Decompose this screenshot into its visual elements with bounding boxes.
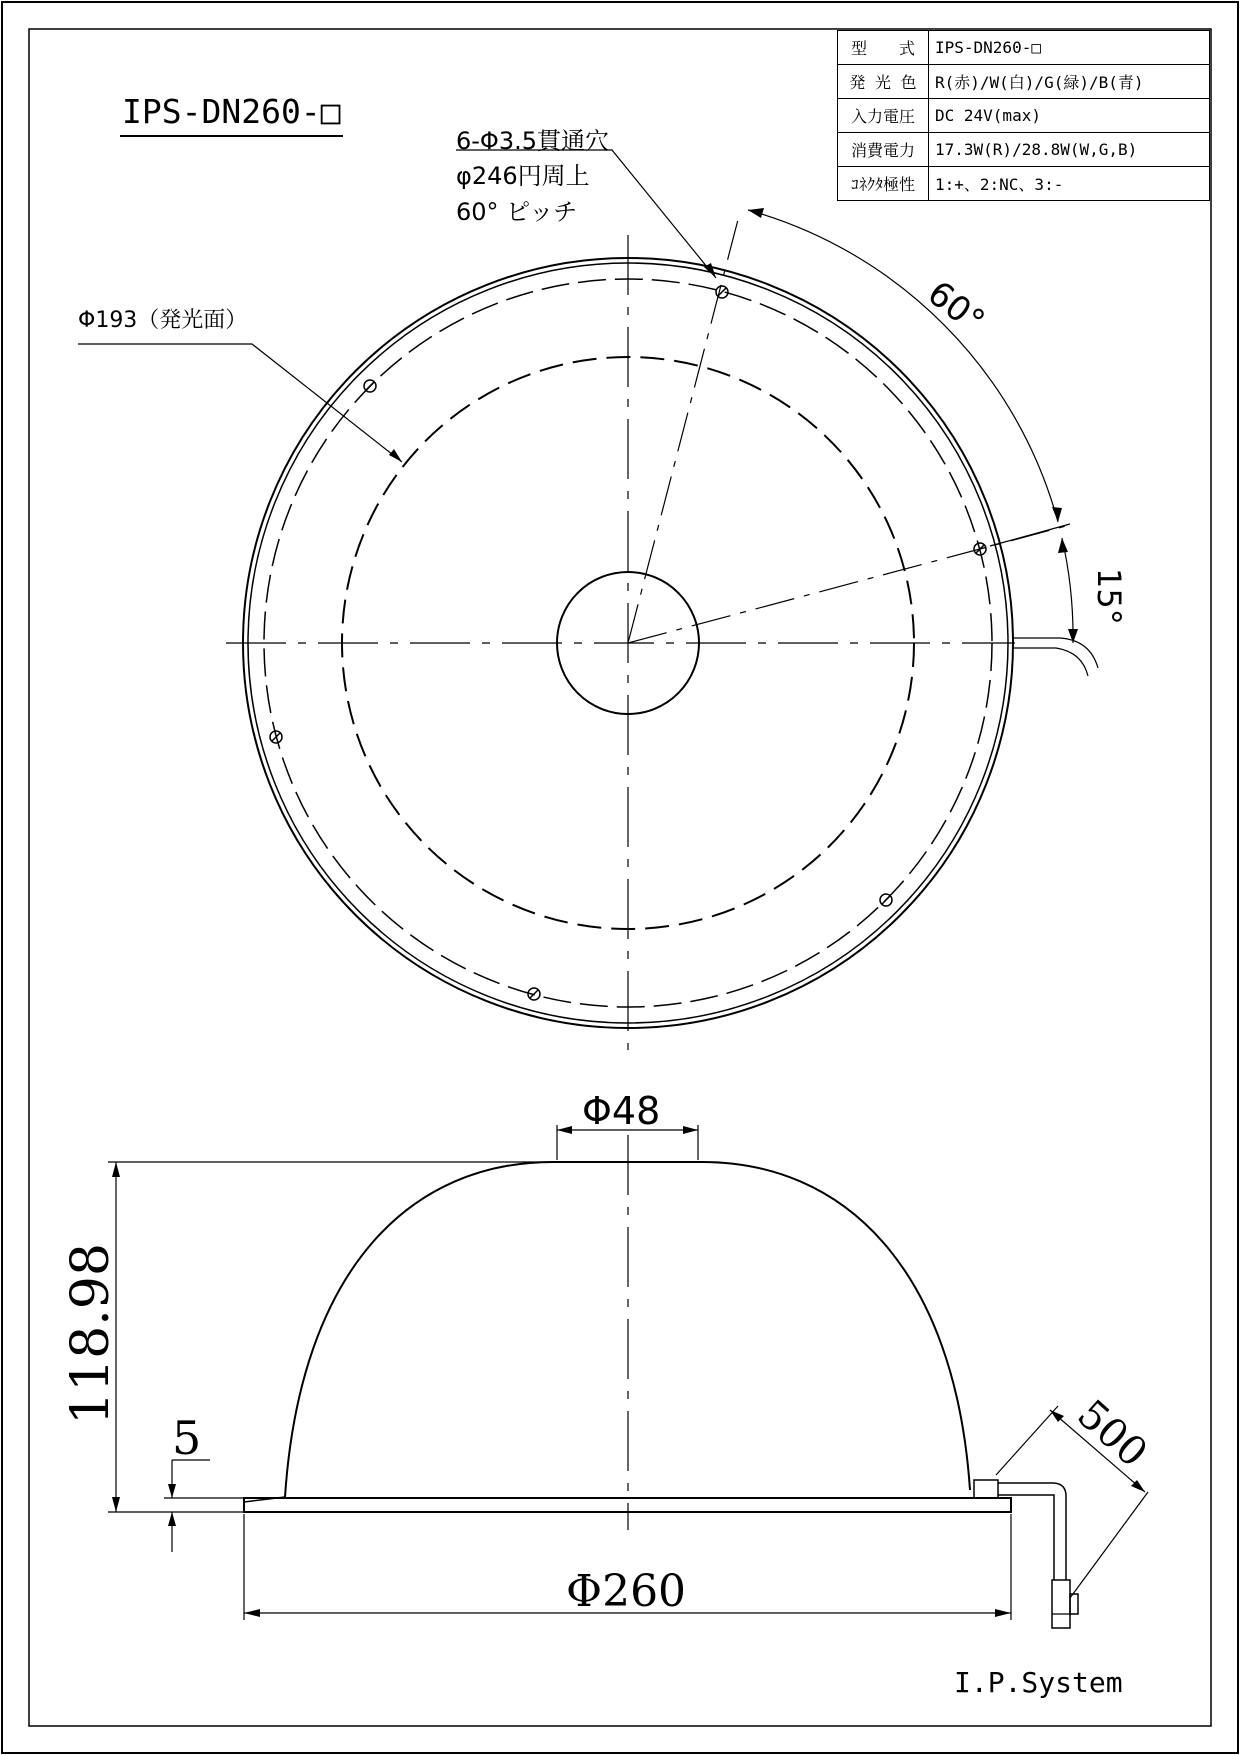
connector-housing [1052,1580,1070,1628]
spec-value: 17.3W(R)/28.8W(W,G,B) [929,133,1210,167]
cable-length-label: 500 [1068,1391,1156,1477]
spec-label: 消費電力 [838,133,929,167]
arrowhead [168,1484,176,1498]
hole-note-line-3: 60° ピッチ [456,198,578,226]
hole-note-line-2: φ246円周上 [456,162,590,190]
arrowhead [557,1126,572,1134]
spec-row [838,65,1210,99]
spec-row [838,167,1210,201]
radial-line-hole-1 [628,212,740,643]
spec-table [837,30,1210,201]
dim-500-ext-top [996,1406,1058,1475]
mounting-hole [364,380,376,392]
outer-diameter-label: Φ260 [566,1566,687,1617]
sheet-outer-border [2,2,1238,1753]
spec-row [838,99,1210,133]
angle-extension-line [990,524,1070,546]
spec-value: DC 24V(max) [929,99,1210,133]
spec-label: ｺﾈｸﾀ極性 [838,167,929,201]
arrowhead [112,1162,120,1177]
cable-top-line [1012,638,1098,668]
sheet-inner-border [29,29,1211,1726]
side-view [108,1125,1148,1628]
arrowhead [389,449,402,462]
hole-note-line-1: 6-Φ3.5貫通穴 [456,127,609,155]
emitting-face-note: Φ193（発光面） [78,308,248,333]
emitting-note-leader [78,344,402,462]
height-label: 118.98 [61,1243,121,1425]
arrowhead [995,1609,1011,1617]
cable-line [998,1495,1054,1580]
cable-top-line [1012,648,1088,676]
drawing-title: IPS-DN260-□ [120,92,343,137]
dim-500-ext-bottom [1070,1492,1148,1598]
angle-15-arc [1062,538,1073,643]
angle-15-label: 15° [1090,568,1128,625]
arrowhead [244,1609,260,1617]
arrowhead [683,1126,698,1134]
mounting-hole [880,894,892,906]
spec-row [838,31,1210,65]
arrowhead [748,208,764,218]
spec-label: 型 式 [838,31,929,65]
cable-gland [974,1480,998,1498]
angle-60-label: 60° [919,273,992,342]
spec-label: 入力電圧 [838,99,929,133]
arrowhead [168,1512,176,1526]
spec-value: 1:+、2:NC、3:- [929,167,1210,201]
spec-value: IPS-DN260-□ [929,31,1210,65]
flange-thickness-label: 5 [172,1411,202,1465]
spec-value: R(赤)/W(白)/G(緑)/B(青) [929,65,1210,99]
spec-label: 発 光 色 [838,65,929,99]
spec-row [838,133,1210,167]
arrowhead [112,1497,120,1512]
angle-60-arc [748,210,1058,522]
top-diameter-label: Φ48 [582,1089,661,1133]
company-logo-text: I.P.System [954,1666,1123,1699]
